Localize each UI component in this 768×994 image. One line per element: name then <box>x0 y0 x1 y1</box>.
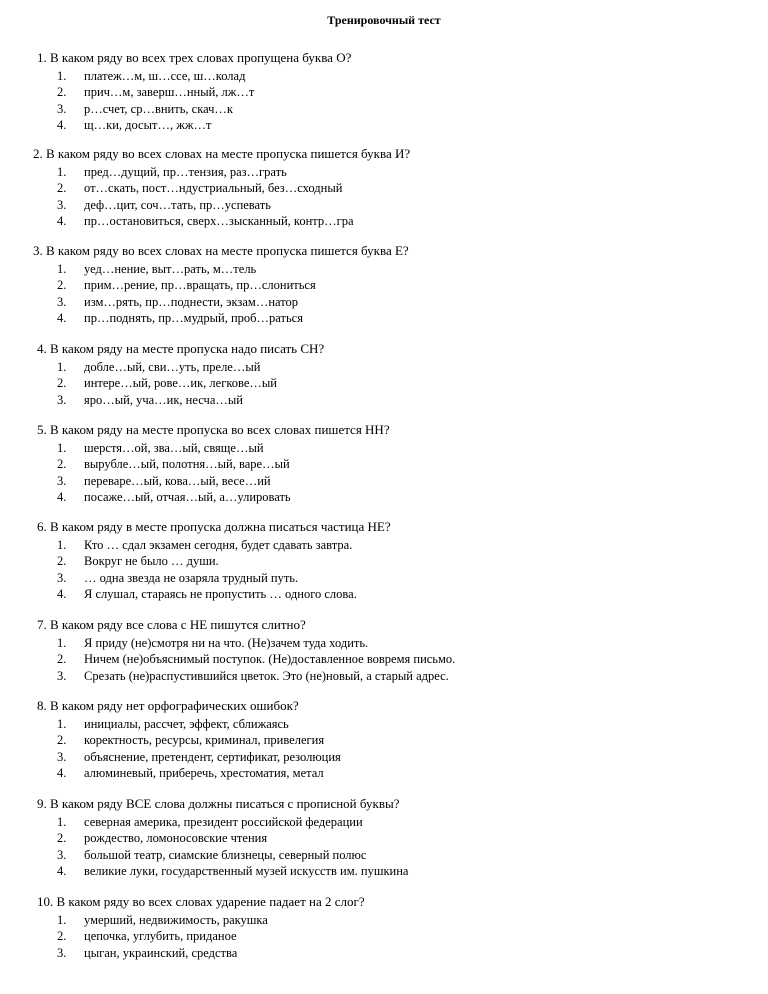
option-list <box>57 537 357 602</box>
option-item: 1. северная америка, президент российской федерации <box>57 815 363 829</box>
question-text: 10. В каком ряду во всех словах ударение падает на 2 слог? <box>37 894 365 909</box>
page-title: Тренировочный тест <box>327 13 441 27</box>
option-item: 2. вырубле…ый, полотня…ый, варе…ый <box>57 457 290 472</box>
option-item: 3. цыган, украинский, средства <box>57 945 238 960</box>
option-item: 3. р…счет, ср…внить, скач…к <box>57 101 233 116</box>
option-item: 2. рождество, ломоносовские чтения <box>57 831 268 846</box>
option-list <box>57 164 354 229</box>
question-text: 5. В каком ряду на месте пропуска во всех словах пишется НН? <box>37 422 390 437</box>
option-list <box>57 440 291 505</box>
question-text: 7. В каком ряду все слова с НЕ пишутся слитно? <box>37 617 306 632</box>
option-item: 3. большой театр, сиамские близнецы, северный полюс <box>57 847 367 862</box>
option-list <box>57 814 408 879</box>
question-text: 1. В каком ряду во всех трех словах пропущена буква О? <box>37 50 352 65</box>
option-item: 1. Я приду (не)смотря ни на что. (Не)зачем туда ходить. <box>57 636 369 650</box>
option-item: 2. прич…м, заверш…нный, лж…т <box>57 85 255 100</box>
option-list <box>57 68 254 133</box>
question-text: 3. В каком ряду во всех словах на месте пропуска пишется буква Е? <box>33 243 409 258</box>
option-list <box>57 261 316 326</box>
option-item: 4. Я слушал, стараясь не пропустить … одного слова. <box>57 586 357 601</box>
option-item: 4. посаже…ый, отчая…ый, а…улировать <box>57 489 291 504</box>
option-item: 1. умерший, недвижимость, ракушка <box>57 913 268 927</box>
option-item: 4. алюминевый, приберечь, хрестоматия, метал <box>57 765 324 780</box>
option-item: 1. шерстя…ой, зва…ый, свяще…ый <box>57 441 264 455</box>
option-item: 2. цепочка, углубить, приданое <box>57 929 237 944</box>
option-item: 1. Кто … сдал экзамен сегодня, будет сдавать завтра. <box>57 538 353 552</box>
option-item: 1. добле…ый, сви…уть, преле…ый <box>57 360 261 374</box>
option-item: 3. изм…рять, пр…поднести, экзам…натор <box>57 294 299 309</box>
option-item: 1. платеж…м, ш…ссе, ш…колад <box>57 69 246 83</box>
option-item: 4. пр…остановиться, сверх…зысканный, контр…гра <box>57 213 354 228</box>
option-item: 3. … одна звезда не озаряла трудный путь. <box>57 570 299 585</box>
option-list <box>57 359 277 408</box>
question-text: 4. В каком ряду на месте пропуска надо писать СН? <box>37 341 325 356</box>
option-item: 4. пр…поднять, пр…мудрый, проб…раться <box>57 310 303 325</box>
option-item: 2. от…скать, пост…ндустриальный, без…сходный <box>57 181 343 196</box>
option-item: 2. Ничем (не)объяснимый поступок. (Не)доставленное вовремя письмо. <box>57 652 456 667</box>
question-text: 8. В каком ряду нет орфографических ошибок? <box>37 698 299 713</box>
option-list <box>57 635 455 684</box>
option-item: 1. пред…дущий, пр…тензия, раз…грать <box>57 165 287 179</box>
question-text: 6. В каком ряду в месте пропуска должна писаться частица НЕ? <box>37 519 391 534</box>
option-item: 3. переваре…ый, кова…ый, весе…ий <box>57 473 271 488</box>
option-item: 2. Вокруг не было … души. <box>57 554 219 569</box>
option-item: 1. инициалы, рассчет, эффект, сближаясь <box>57 717 289 731</box>
question-text: 9. В каком ряду ВСЕ слова должны писаться с прописной буквы? <box>37 796 400 811</box>
option-list <box>57 716 341 781</box>
option-item: 3. объяснение, претендент, сертификат, резолюция <box>57 749 341 764</box>
option-item: 4. великие луки, государственный музей искусств им. пушкина <box>57 863 409 878</box>
option-list <box>57 912 268 961</box>
option-item: 3. деф…цит, соч…тать, пр…успевать <box>57 197 271 212</box>
option-item: 1. уед…нение, выт…рать, м…тель <box>57 262 257 276</box>
option-item: 3. яро…ый, уча…ик, несча…ый <box>57 392 243 407</box>
option-item: 2. коректность, ресурсы, криминал, привелегия <box>57 733 325 748</box>
option-item: 3. Срезать (не)распустившийся цветок. Это (не)новый, а старый адрес. <box>57 668 449 683</box>
option-item: 4. щ…ки, досыт…, жж…т <box>57 117 212 132</box>
option-item: 2. интере…ый, рове…ик, легкове…ый <box>57 376 277 391</box>
option-item: 2. прим…рение, пр…вращать, пр…слониться <box>57 278 316 293</box>
question-text: 2. В каком ряду во всех словах на месте пропуска пишется буква И? <box>33 146 411 161</box>
